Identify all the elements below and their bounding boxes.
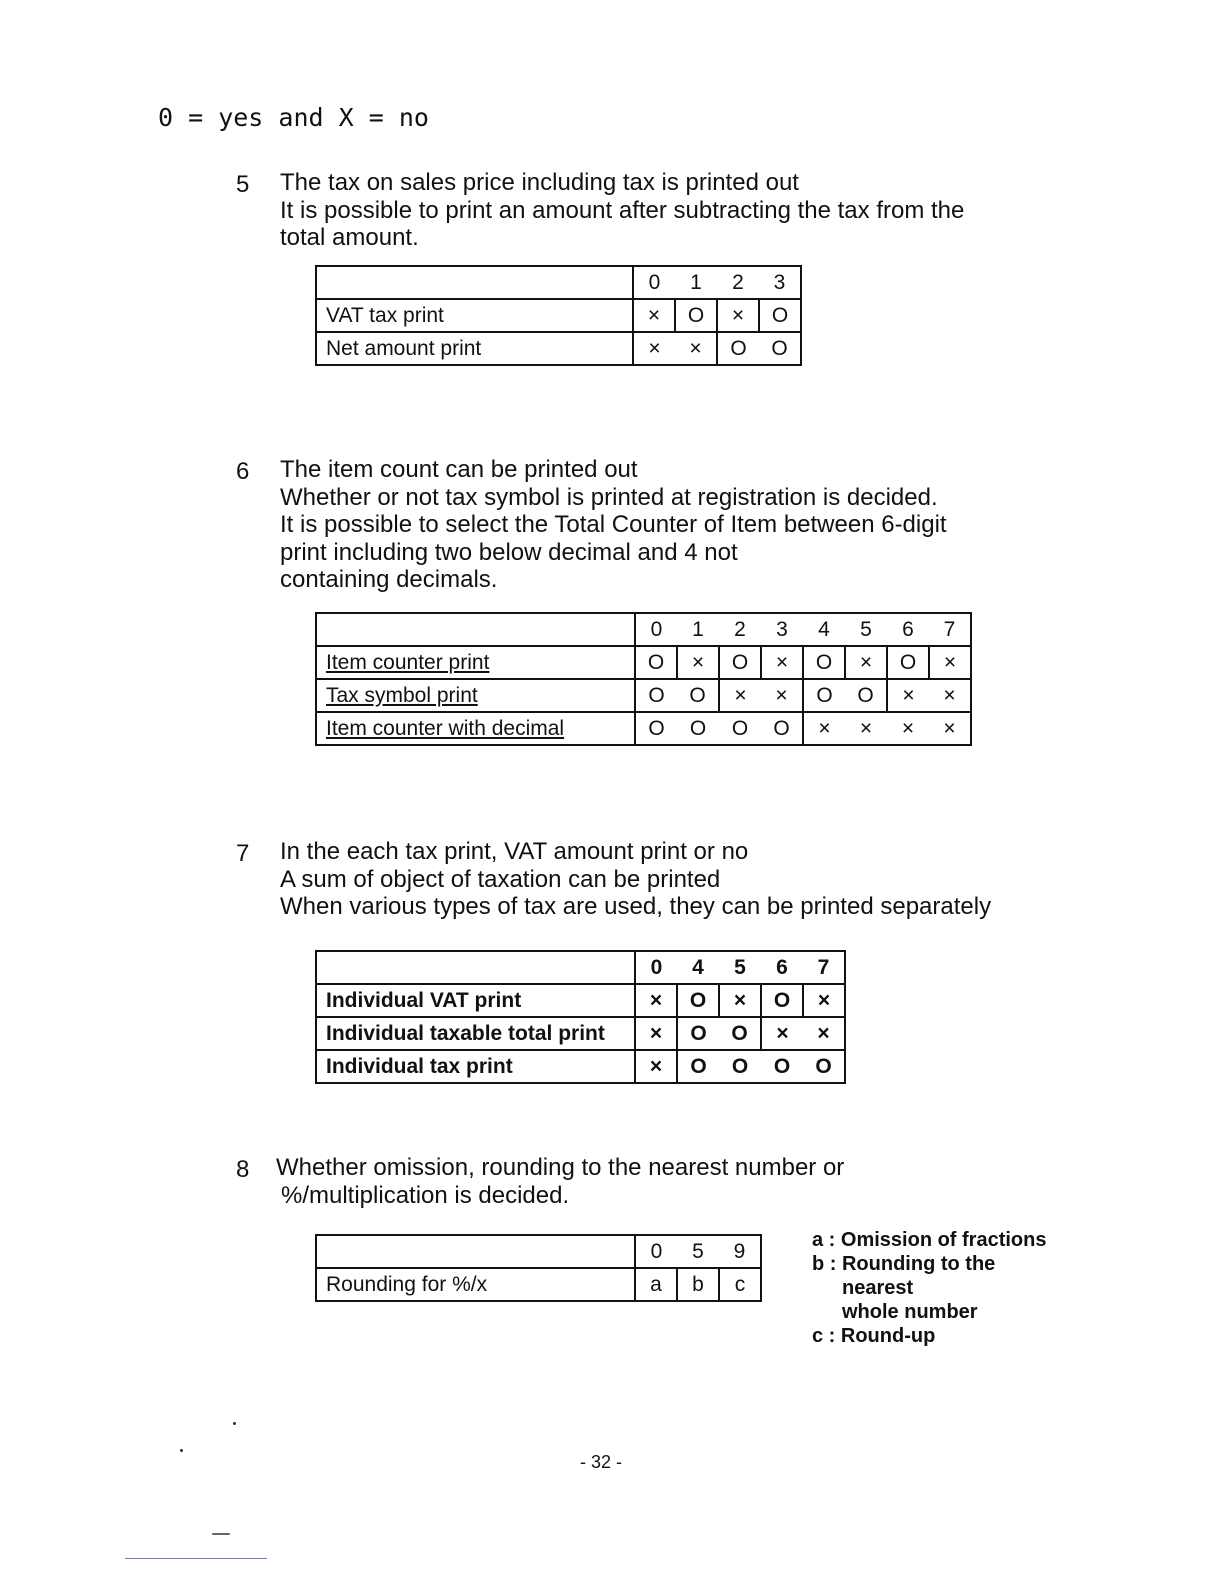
cell: O bbox=[845, 679, 887, 712]
cell: × bbox=[845, 712, 887, 745]
legend-line: b : Rounding to the bbox=[812, 1253, 996, 1275]
col-header: 7 bbox=[803, 951, 845, 984]
cell: O bbox=[677, 1017, 719, 1050]
cell: b bbox=[677, 1268, 719, 1301]
section-8-text bbox=[276, 1154, 844, 1209]
legend-line: c : Round-up bbox=[812, 1325, 936, 1347]
section-7-table bbox=[315, 950, 846, 1084]
table-row bbox=[316, 1017, 845, 1050]
table-row bbox=[316, 679, 971, 712]
col-header: 1 bbox=[675, 266, 717, 299]
cell: O bbox=[719, 1050, 761, 1083]
cell: × bbox=[929, 679, 971, 712]
cell: × bbox=[635, 1050, 677, 1083]
table-row bbox=[316, 1268, 761, 1301]
table-row bbox=[316, 332, 801, 365]
col-header: 5 bbox=[719, 951, 761, 984]
col-header: 5 bbox=[677, 1235, 719, 1268]
cell: O bbox=[759, 332, 801, 365]
cell: × bbox=[719, 984, 761, 1017]
cell: × bbox=[633, 299, 675, 332]
section-8-table bbox=[315, 1234, 762, 1302]
col-header: 4 bbox=[677, 951, 719, 984]
cell: O bbox=[761, 1050, 803, 1083]
cell: O bbox=[761, 984, 803, 1017]
row-label: Item counter print bbox=[316, 646, 635, 679]
section-7-line: When various types of tax are used, they can be printed separately bbox=[280, 893, 992, 920]
col-header: 3 bbox=[759, 266, 801, 299]
cell: a bbox=[635, 1268, 677, 1301]
section-6-line: containing decimals. bbox=[280, 566, 498, 593]
scan-speck bbox=[212, 1533, 230, 1535]
col-header: 7 bbox=[929, 613, 971, 646]
table-row bbox=[316, 1050, 845, 1083]
cell: O bbox=[803, 646, 845, 679]
scan-edge-line bbox=[125, 1558, 267, 1559]
cell: × bbox=[761, 1017, 803, 1050]
section-7-line: In the each tax print, VAT amount print or no bbox=[280, 838, 749, 865]
yes-no-legend: 0 = yes and X = no bbox=[158, 103, 429, 132]
col-header: 2 bbox=[719, 613, 761, 646]
cell: × bbox=[929, 712, 971, 745]
cell: × bbox=[887, 712, 929, 745]
section-8-line: %/multiplication is decided. bbox=[281, 1181, 570, 1209]
cell: × bbox=[633, 332, 675, 365]
cell: O bbox=[635, 679, 677, 712]
cell: × bbox=[675, 332, 717, 365]
row-label: Individual taxable total print bbox=[316, 1017, 635, 1050]
cell: O bbox=[803, 1050, 845, 1083]
col-header: 2 bbox=[717, 266, 759, 299]
section-7-line: A sum of object of taxation can be printed bbox=[280, 865, 721, 893]
section-6-line: print including two below decimal and 4 not bbox=[280, 538, 738, 566]
col-header: 6 bbox=[887, 613, 929, 646]
section-6-table bbox=[315, 612, 972, 746]
cell: × bbox=[803, 984, 845, 1017]
col-header: 0 bbox=[633, 266, 675, 299]
cell: × bbox=[887, 679, 929, 712]
section-6-line: The item count can be printed out bbox=[280, 456, 638, 483]
rounding-legend bbox=[812, 1228, 1046, 1348]
cell: O bbox=[803, 679, 845, 712]
section-5-table bbox=[315, 265, 802, 366]
cell: O bbox=[719, 712, 761, 745]
col-header: 9 bbox=[719, 1235, 761, 1268]
section-6-line: It is possible to select the Total Counter of Item between 6-digit bbox=[280, 511, 947, 538]
row-label: Individual tax print bbox=[316, 1050, 635, 1083]
cell: O bbox=[635, 712, 677, 745]
col-header: 0 bbox=[635, 1235, 677, 1268]
cell: O bbox=[677, 984, 719, 1017]
cell: × bbox=[677, 646, 719, 679]
section-7-number: 7 bbox=[236, 840, 250, 867]
legend-line: whole number bbox=[842, 1301, 978, 1323]
row-label: Net amount print bbox=[316, 332, 633, 365]
cell: O bbox=[677, 679, 719, 712]
row-label: Rounding for %/x bbox=[316, 1268, 635, 1301]
scan-speck bbox=[233, 1422, 236, 1425]
table-row bbox=[316, 712, 971, 745]
cell: × bbox=[717, 299, 759, 332]
cell: c bbox=[719, 1268, 761, 1301]
col-header: 6 bbox=[761, 951, 803, 984]
cell: × bbox=[803, 712, 845, 745]
cell: O bbox=[677, 1050, 719, 1083]
section-7-text bbox=[280, 838, 991, 921]
section-5-text bbox=[280, 169, 964, 252]
cell: × bbox=[635, 984, 677, 1017]
legend-line: a : Omission of fractions bbox=[812, 1229, 1047, 1251]
cell: O bbox=[675, 299, 717, 332]
cell: O bbox=[887, 646, 929, 679]
table-row bbox=[316, 646, 971, 679]
cell: × bbox=[635, 1017, 677, 1050]
table-row bbox=[316, 299, 801, 332]
cell: O bbox=[677, 712, 719, 745]
section-8-number: 8 bbox=[236, 1156, 250, 1183]
col-header: 5 bbox=[845, 613, 887, 646]
section-6-text bbox=[280, 456, 947, 594]
cell: O bbox=[761, 712, 803, 745]
cell: O bbox=[717, 332, 759, 365]
cell: × bbox=[845, 646, 887, 679]
col-header: 0 bbox=[635, 951, 677, 984]
legend-line: nearest bbox=[842, 1277, 914, 1299]
cell: O bbox=[635, 646, 677, 679]
col-header: 3 bbox=[761, 613, 803, 646]
table-row bbox=[316, 984, 845, 1017]
cell: O bbox=[759, 299, 801, 332]
section-5-line: total amount. bbox=[280, 224, 419, 251]
row-label: Item counter with decimal bbox=[316, 712, 635, 745]
section-5-line: The tax on sales price including tax is printed out bbox=[280, 169, 799, 196]
section-5-number: 5 bbox=[236, 171, 250, 198]
cell: × bbox=[929, 646, 971, 679]
row-label: Tax symbol print bbox=[316, 679, 635, 712]
section-6-number: 6 bbox=[236, 458, 250, 485]
row-label: VAT tax print bbox=[316, 299, 633, 332]
cell: O bbox=[719, 646, 761, 679]
cell: × bbox=[761, 646, 803, 679]
section-6-line: Whether or not tax symbol is printed at registration is decided. bbox=[280, 483, 938, 511]
cell: O bbox=[719, 1017, 761, 1050]
cell: × bbox=[803, 1017, 845, 1050]
cell: × bbox=[761, 679, 803, 712]
col-header: 4 bbox=[803, 613, 845, 646]
section-5-line: It is possible to print an amount after subtracting the tax from the bbox=[280, 196, 965, 224]
col-header: 0 bbox=[635, 613, 677, 646]
page-number: - 32 - bbox=[580, 1452, 623, 1472]
col-header: 1 bbox=[677, 613, 719, 646]
row-label: Individual VAT print bbox=[316, 984, 635, 1017]
scan-speck bbox=[180, 1449, 183, 1452]
section-8-line: Whether omission, rounding to the nearest number or bbox=[276, 1154, 845, 1181]
cell: × bbox=[719, 679, 761, 712]
